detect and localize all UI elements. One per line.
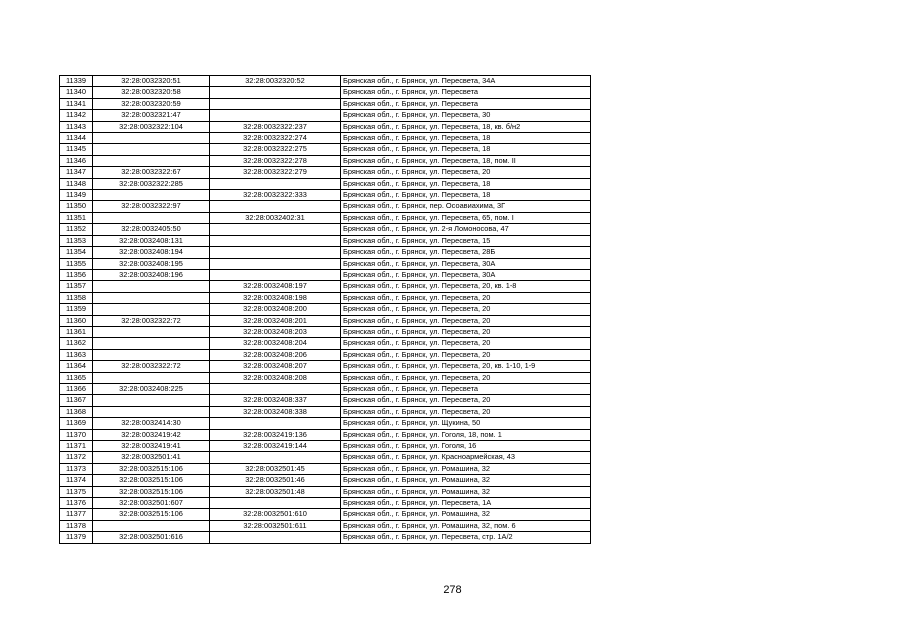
row-number-cell: 11360	[60, 315, 93, 326]
parcel-number-cell: 32:28:0032322:67	[93, 167, 210, 178]
parcel-number-cell: 32:28:0032515:106	[93, 475, 210, 486]
object-number-cell: 32:28:0032408:204	[210, 338, 341, 349]
table-row	[60, 338, 591, 349]
row-number-cell: 11377	[60, 509, 93, 520]
table-row	[60, 247, 591, 258]
table-row	[60, 121, 591, 132]
object-number-cell: 32:28:0032320:52	[210, 76, 341, 87]
row-number-cell: 11373	[60, 463, 93, 474]
object-number-cell	[210, 247, 341, 258]
table-row	[60, 201, 591, 212]
row-number-cell: 11356	[60, 269, 93, 280]
parcel-number-cell: 32:28:0032501:616	[93, 532, 210, 543]
table-row	[60, 441, 591, 452]
row-number-cell: 11376	[60, 498, 93, 509]
parcel-number-cell	[93, 520, 210, 531]
table-row	[60, 178, 591, 189]
object-number-cell: 32:28:0032408:206	[210, 349, 341, 360]
address-cell: Брянская обл., г. Брянск, ул. Гоголя, 16	[341, 441, 591, 452]
object-number-cell: 32:28:0032322:278	[210, 155, 341, 166]
parcel-number-cell: 32:28:0032320:58	[93, 87, 210, 98]
row-number-cell: 11366	[60, 383, 93, 394]
address-cell: Брянская обл., г. Брянск, ул. Пересвета, 18	[341, 144, 591, 155]
table-row	[60, 452, 591, 463]
parcel-number-cell	[93, 349, 210, 360]
address-cell: Брянская обл., г. Брянск, ул. Пересвета, 20	[341, 338, 591, 349]
object-number-cell: 32:28:0032501:46	[210, 475, 341, 486]
table-row	[60, 383, 591, 394]
address-cell: Брянская обл., г. Брянск, ул. Пересвета	[341, 87, 591, 98]
parcel-number-cell: 32:28:0032515:106	[93, 486, 210, 497]
address-cell: Брянская обл., г. Брянск, ул. Пересвета, 30А	[341, 269, 591, 280]
object-number-cell: 32:28:0032322:274	[210, 133, 341, 144]
address-cell: Брянская обл., г. Брянск, ул. Пересвета, 18	[341, 133, 591, 144]
object-number-cell	[210, 532, 341, 543]
object-number-cell	[210, 235, 341, 246]
table-row	[60, 155, 591, 166]
address-cell: Брянская обл., г. Брянск, ул. Пересвета, 20	[341, 372, 591, 383]
table-row	[60, 463, 591, 474]
row-number-cell: 11351	[60, 212, 93, 223]
table-row	[60, 224, 591, 235]
table-row	[60, 372, 591, 383]
object-number-cell: 32:28:0032408:208	[210, 372, 341, 383]
table-row	[60, 269, 591, 280]
cadastral-table	[59, 75, 591, 544]
row-number-cell: 11370	[60, 429, 93, 440]
table-row	[60, 395, 591, 406]
row-number-cell: 11371	[60, 441, 93, 452]
address-cell: Брянская обл., г. Брянск, ул. Пересвета	[341, 383, 591, 394]
address-cell: Брянская обл., г. Брянск, ул. Ромашина, 32	[341, 475, 591, 486]
parcel-number-cell	[93, 133, 210, 144]
table-row	[60, 235, 591, 246]
table-row	[60, 281, 591, 292]
parcel-number-cell: 32:28:0032322:97	[93, 201, 210, 212]
row-number-cell: 11363	[60, 349, 93, 360]
table-row	[60, 418, 591, 429]
table-row	[60, 190, 591, 201]
page-number: 278	[443, 584, 462, 596]
address-cell: Брянская обл., г. Брянск, ул. Пересвета, 30А	[341, 258, 591, 269]
parcel-number-cell: 32:28:0032515:106	[93, 463, 210, 474]
table-row	[60, 475, 591, 486]
row-number-cell: 11350	[60, 201, 93, 212]
address-cell: Брянская обл., г. Брянск, ул. Пересвета, 20	[341, 292, 591, 303]
object-number-cell: 32:28:0032402:31	[210, 212, 341, 223]
parcel-number-cell: 32:28:0032322:72	[93, 361, 210, 372]
row-number-cell: 11339	[60, 76, 93, 87]
object-number-cell: 32:28:0032501:45	[210, 463, 341, 474]
object-number-cell	[210, 224, 341, 235]
address-cell: Брянская обл., г. Брянск, ул. Пересвета, 20	[341, 304, 591, 315]
object-number-cell: 32:28:0032322:333	[210, 190, 341, 201]
table-row	[60, 258, 591, 269]
row-number-cell: 11340	[60, 87, 93, 98]
row-number-cell: 11353	[60, 235, 93, 246]
row-number-cell: 11364	[60, 361, 93, 372]
parcel-number-cell: 32:28:0032408:225	[93, 383, 210, 394]
table-row	[60, 509, 591, 520]
object-number-cell: 32:28:0032408:201	[210, 315, 341, 326]
row-number-cell: 11344	[60, 133, 93, 144]
address-cell: Брянская обл., г. Брянск, ул. Пересвета, 20	[341, 315, 591, 326]
parcel-number-cell	[93, 338, 210, 349]
address-cell: Брянская обл., г. Брянск, ул. Пересвета, 18	[341, 190, 591, 201]
object-number-cell: 32:28:0032408:197	[210, 281, 341, 292]
table-row	[60, 406, 591, 417]
parcel-number-cell: 32:28:0032322:72	[93, 315, 210, 326]
parcel-number-cell: 32:28:0032408:194	[93, 247, 210, 258]
table-row	[60, 167, 591, 178]
table-row	[60, 98, 591, 109]
object-number-cell: 32:28:0032322:279	[210, 167, 341, 178]
parcel-number-cell: 32:28:0032419:41	[93, 441, 210, 452]
row-number-cell: 11359	[60, 304, 93, 315]
address-cell: Брянская обл., г. Брянск, ул. Красноармейская, 43	[341, 452, 591, 463]
address-cell: Брянская обл., г. Брянск, ул. Пересвета, 30	[341, 110, 591, 121]
row-number-cell: 11347	[60, 167, 93, 178]
address-cell: Брянская обл., г. Брянск, ул. Ромашина, 32, пом. 6	[341, 520, 591, 531]
parcel-number-cell	[93, 326, 210, 337]
address-cell: Брянская обл., г. Брянск, ул. Пересвета, 28Б	[341, 247, 591, 258]
object-number-cell	[210, 418, 341, 429]
row-number-cell: 11355	[60, 258, 93, 269]
object-number-cell: 32:28:0032408:207	[210, 361, 341, 372]
address-cell: Брянская обл., г. Брянск, ул. Ромашина, 32	[341, 463, 591, 474]
address-cell: Брянская обл., г. Брянск, ул. Пересвета, 18	[341, 178, 591, 189]
object-number-cell: 32:28:0032322:275	[210, 144, 341, 155]
row-number-cell: 11342	[60, 110, 93, 121]
address-cell: Брянская обл., г. Брянск, ул. Пересвета, 15	[341, 235, 591, 246]
object-number-cell	[210, 201, 341, 212]
address-cell: Брянская обл., г. Брянск, ул. Пересвета, 20	[341, 349, 591, 360]
address-cell: Брянская обл., г. Брянск, ул. Пересвета, 20	[341, 406, 591, 417]
object-number-cell	[210, 98, 341, 109]
address-cell: Брянская обл., г. Брянск, ул. Пересвета, 20	[341, 326, 591, 337]
object-number-cell	[210, 452, 341, 463]
row-number-cell: 11362	[60, 338, 93, 349]
table-row	[60, 292, 591, 303]
address-cell: Брянская обл., г. Брянск, ул. Пересвета, 18, пом. II	[341, 155, 591, 166]
row-number-cell: 11357	[60, 281, 93, 292]
parcel-number-cell	[93, 372, 210, 383]
table-row	[60, 304, 591, 315]
row-number-cell: 11368	[60, 406, 93, 417]
parcel-number-cell	[93, 212, 210, 223]
object-number-cell: 32:28:0032419:136	[210, 429, 341, 440]
address-cell: Брянская обл., г. Брянск, ул. Пересвета	[341, 98, 591, 109]
row-number-cell: 11346	[60, 155, 93, 166]
row-number-cell: 11343	[60, 121, 93, 132]
address-cell: Брянская обл., г. Брянск, ул. Ромашина, 32	[341, 509, 591, 520]
parcel-number-cell: 32:28:0032408:131	[93, 235, 210, 246]
address-cell: Брянская обл., г. Брянск, ул. Ромашина, 32	[341, 486, 591, 497]
row-number-cell: 11341	[60, 98, 93, 109]
parcel-number-cell	[93, 304, 210, 315]
table-row	[60, 349, 591, 360]
object-number-cell: 32:28:0032501:610	[210, 509, 341, 520]
row-number-cell: 11345	[60, 144, 93, 155]
row-number-cell: 11372	[60, 452, 93, 463]
row-number-cell: 11374	[60, 475, 93, 486]
parcel-number-cell: 32:28:0032419:42	[93, 429, 210, 440]
table-row	[60, 486, 591, 497]
parcel-number-cell	[93, 190, 210, 201]
parcel-number-cell: 32:28:0032414:30	[93, 418, 210, 429]
row-number-cell: 11358	[60, 292, 93, 303]
table-row	[60, 87, 591, 98]
table-row	[60, 326, 591, 337]
parcel-number-cell: 32:28:0032501:607	[93, 498, 210, 509]
object-number-cell: 32:28:0032501:611	[210, 520, 341, 531]
object-number-cell: 32:28:0032408:200	[210, 304, 341, 315]
table-row	[60, 133, 591, 144]
table-row	[60, 520, 591, 531]
address-cell: Брянская обл., г. Брянск, ул. 2-я Ломоносова, 47	[341, 224, 591, 235]
parcel-number-cell: 32:28:0032322:104	[93, 121, 210, 132]
address-cell: Брянская обл., г. Брянск, ул. Щукина, 50	[341, 418, 591, 429]
table-row	[60, 429, 591, 440]
table-row	[60, 532, 591, 543]
parcel-number-cell: 32:28:0032321:47	[93, 110, 210, 121]
parcel-number-cell	[93, 281, 210, 292]
object-number-cell	[210, 383, 341, 394]
table-row	[60, 110, 591, 121]
address-cell: Брянская обл., г. Брянск, ул. Пересвета, 34А	[341, 76, 591, 87]
object-number-cell	[210, 269, 341, 280]
address-cell: Брянская обл., г. Брянск, ул. Пересвета, 65, пом. I	[341, 212, 591, 223]
parcel-number-cell	[93, 144, 210, 155]
table-row	[60, 144, 591, 155]
row-number-cell: 11379	[60, 532, 93, 543]
parcel-number-cell: 32:28:0032322:285	[93, 178, 210, 189]
parcel-number-cell: 32:28:0032408:196	[93, 269, 210, 280]
row-number-cell: 11352	[60, 224, 93, 235]
row-number-cell: 11375	[60, 486, 93, 497]
parcel-number-cell	[93, 155, 210, 166]
address-cell: Брянская обл., г. Брянск, ул. Пересвета, 20	[341, 167, 591, 178]
parcel-number-cell	[93, 406, 210, 417]
address-cell: Брянская обл., г. Брянск, ул. Гоголя, 18, пом. 1	[341, 429, 591, 440]
object-number-cell	[210, 258, 341, 269]
parcel-number-cell: 32:28:0032515:106	[93, 509, 210, 520]
object-number-cell	[210, 498, 341, 509]
object-number-cell	[210, 178, 341, 189]
object-number-cell: 32:28:0032408:203	[210, 326, 341, 337]
table-body	[60, 76, 591, 544]
parcel-number-cell	[93, 292, 210, 303]
row-number-cell: 11348	[60, 178, 93, 189]
row-number-cell: 11365	[60, 372, 93, 383]
object-number-cell: 32:28:0032408:338	[210, 406, 341, 417]
object-number-cell: 32:28:0032322:237	[210, 121, 341, 132]
address-cell: Брянская обл., г. Брянск, ул. Пересвета, стр. 1А/2	[341, 532, 591, 543]
address-cell: Брянская обл., г. Брянск, ул. Пересвета, 20, кв. 1-8	[341, 281, 591, 292]
address-cell: Брянская обл., г. Брянск, ул. Пересвета, 1А	[341, 498, 591, 509]
address-cell: Брянская обл., г. Брянск, ул. Пересвета, 18, кв. б/н2	[341, 121, 591, 132]
parcel-number-cell: 32:28:0032320:51	[93, 76, 210, 87]
row-number-cell: 11378	[60, 520, 93, 531]
parcel-number-cell	[93, 395, 210, 406]
parcel-number-cell: 32:28:0032320:59	[93, 98, 210, 109]
table-row	[60, 498, 591, 509]
table-row	[60, 212, 591, 223]
row-number-cell: 11369	[60, 418, 93, 429]
table-row	[60, 361, 591, 372]
parcel-number-cell: 32:28:0032408:195	[93, 258, 210, 269]
address-cell: Брянская обл., г. Брянск, пер. Осоавиахима, 3Г	[341, 201, 591, 212]
object-number-cell: 32:28:0032408:198	[210, 292, 341, 303]
object-number-cell: 32:28:0032419:144	[210, 441, 341, 452]
object-number-cell	[210, 110, 341, 121]
address-cell: Брянская обл., г. Брянск, ул. Пересвета, 20	[341, 395, 591, 406]
object-number-cell: 32:28:0032408:337	[210, 395, 341, 406]
table-row	[60, 76, 591, 87]
address-cell: Брянская обл., г. Брянск, ул. Пересвета, 20, кв. 1-10, 1-9	[341, 361, 591, 372]
parcel-number-cell: 32:28:0032405:50	[93, 224, 210, 235]
object-number-cell: 32:28:0032501:48	[210, 486, 341, 497]
table-row	[60, 315, 591, 326]
row-number-cell: 11361	[60, 326, 93, 337]
row-number-cell: 11367	[60, 395, 93, 406]
parcel-number-cell: 32:28:0032501:41	[93, 452, 210, 463]
row-number-cell: 11349	[60, 190, 93, 201]
row-number-cell: 11354	[60, 247, 93, 258]
object-number-cell	[210, 87, 341, 98]
